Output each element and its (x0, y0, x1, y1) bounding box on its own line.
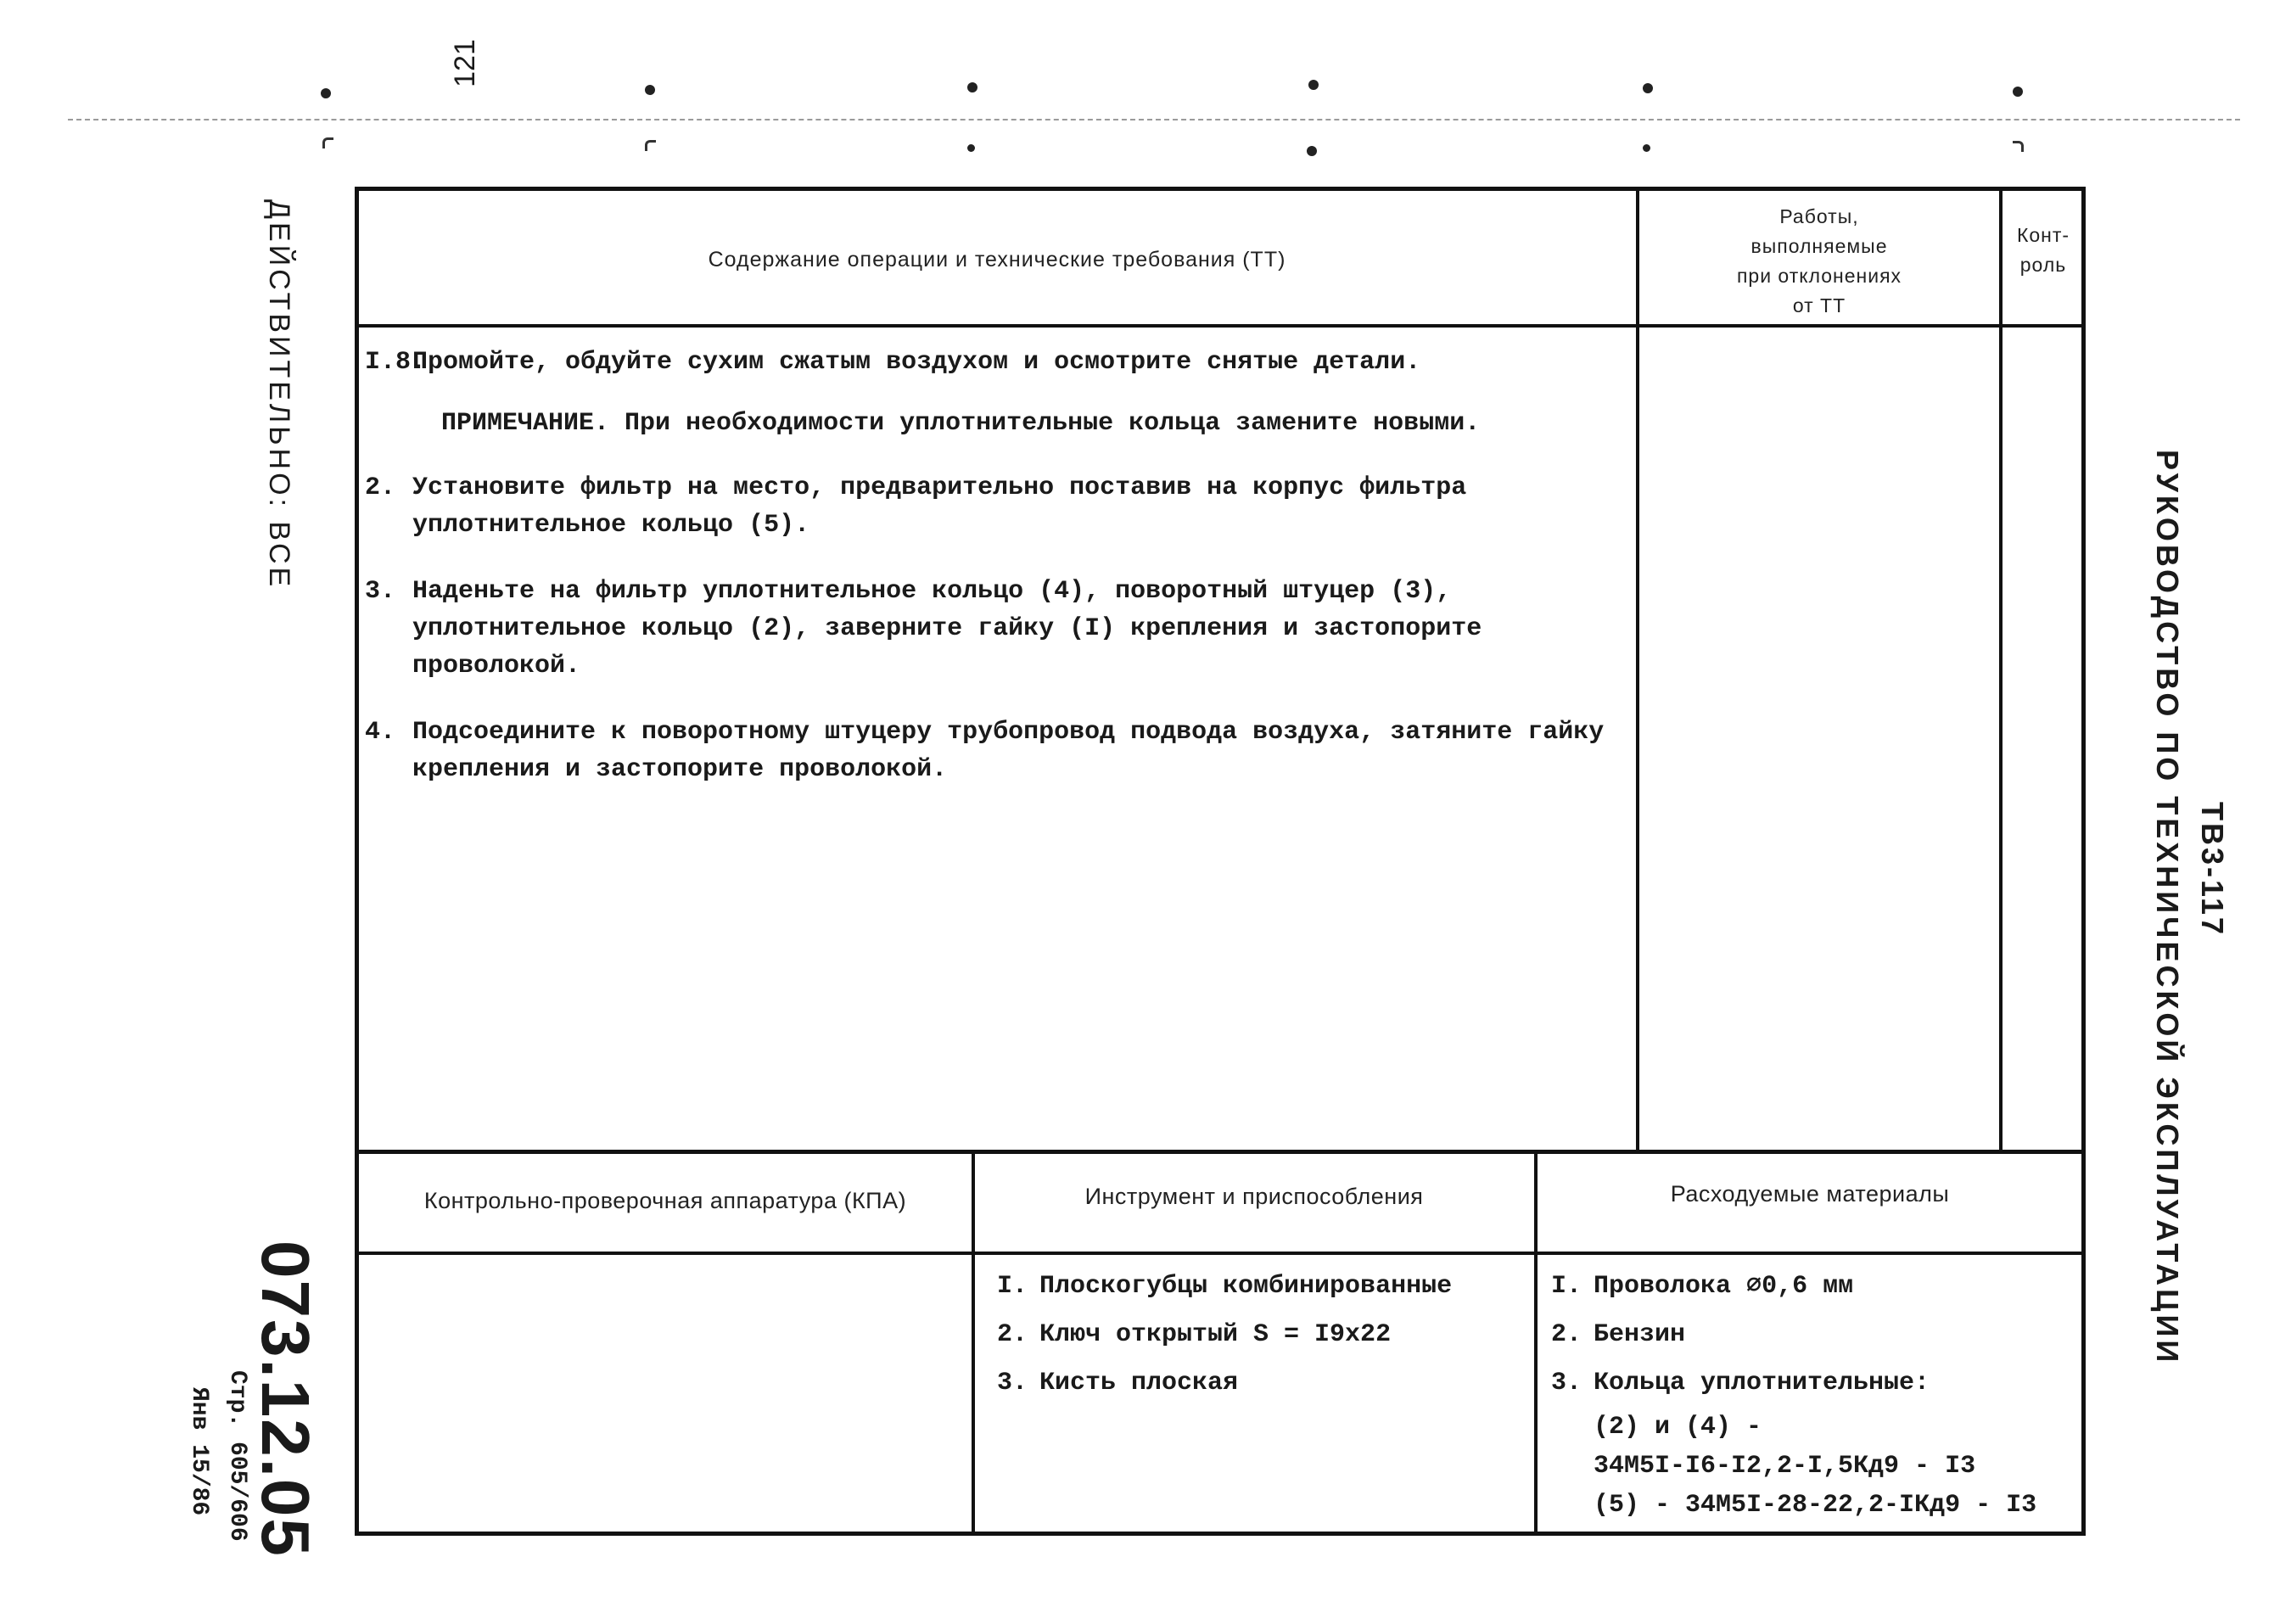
deviation-column-header (1642, 202, 1997, 321)
step-item (365, 573, 1621, 685)
step-item (365, 344, 1621, 381)
step-text: Подсоедините к поворотному штуцеру трубопровод подвода воздуха, затяните гайку крепления и застопорите проволокой. (412, 718, 1605, 784)
tools-list (997, 1263, 1523, 1408)
engine-model: ТВ3-117 (2195, 802, 2230, 938)
header-divider (355, 324, 2086, 328)
revision-date: Янв 15/86 (186, 1387, 212, 1516)
column-divider (1999, 187, 2003, 1152)
item-text: Кольца уплотнительные: (1594, 1369, 1930, 1397)
materials-sub-line: (2) и (4) - (1594, 1413, 1762, 1442)
tools-header: Инструмент и приспособления (1084, 1184, 1424, 1209)
header-line: выполняемые (1750, 235, 1888, 257)
binder-hole-mark (2013, 141, 2024, 152)
list-item (997, 1263, 1523, 1311)
binder-hole-mark (645, 140, 656, 151)
materials-sub-line: (5) - 34М5I-28-22,2-IКд9 - I3 (1594, 1491, 2037, 1520)
item-text: Бензин (1594, 1320, 1686, 1349)
validity-label: ДЕЙСТВИТЕЛЬНО: ВСЕ (263, 199, 295, 591)
binder-hole-dot (967, 82, 977, 92)
binder-hole-dot (321, 88, 331, 98)
binder-hole-dot (1308, 80, 1319, 90)
column-divider (1534, 1150, 1538, 1536)
step-number: 2. (365, 473, 396, 502)
materials-list (1551, 1263, 2077, 1525)
section-divider (355, 1150, 2086, 1154)
item-number: 3. (997, 1369, 1028, 1397)
binder-hole-mark (967, 144, 975, 152)
list-item (997, 1311, 1523, 1359)
step-text: Промойте, обдуйте сухим сжатым воздухом и осмотрите снятые детали. (412, 348, 1421, 377)
item-number: I. (997, 1272, 1028, 1301)
item-number: 2. (997, 1320, 1028, 1349)
materials-header: Расходуемые материалы (1670, 1181, 1950, 1207)
page-number: Стр. 605/606 (224, 1370, 250, 1542)
document-number: 073.12.05 (248, 1240, 323, 1558)
operation-column-header: Содержание операции и технические требования (ТТ) (708, 248, 1286, 272)
header-line: Конт- (2016, 224, 2070, 246)
binder-hole-mark (1307, 146, 1317, 156)
page-mark: 121 (448, 39, 481, 87)
step-number: 3. (365, 577, 396, 606)
list-item (1551, 1263, 2077, 1311)
header-line: при отклонениях (1736, 265, 1902, 287)
manual-title: РУКОВОДСТВО ПО ТЕХНИЧЕСКОЙ ЭКСПЛУАТАЦИИ (2150, 450, 2185, 1366)
step-text: Наденьте на фильтр уплотнительное кольцо (4), поворотный штуцер (3), уплотнительное кольцо (2), заверните гайку (I) крепления и застопорите проволокой. (412, 577, 1482, 680)
list-item (997, 1359, 1523, 1408)
step-number: I.8. (365, 348, 427, 377)
item-text: Проволока ∅0,6 мм (1594, 1272, 1854, 1301)
binder-hole-mark (322, 137, 333, 148)
header-line: от ТТ (1792, 294, 1846, 316)
control-column-header (2004, 221, 2082, 280)
step-text: Установите фильтр на место, предварительно поставив на корпус фильтра уплотнительное кольцо (5). (412, 473, 1467, 540)
bottom-header-divider (355, 1252, 2086, 1255)
item-number: 3. (1551, 1369, 1582, 1397)
header-line: роль (2019, 254, 2067, 276)
materials-sub-line: 34М5I-I6-I2,2-I,5Кд9 - I3 (1594, 1452, 1976, 1481)
top-dashed-rule (68, 119, 2240, 120)
item-number: 2. (1551, 1320, 1582, 1349)
list-item (1551, 1359, 2077, 1408)
item-number: I. (1551, 1272, 1582, 1301)
binder-hole-mark (1643, 144, 1650, 152)
step-note: ПРИМЕЧАНИЕ. При необходимости уплотнительные кольца замените новыми. (441, 409, 1481, 438)
item-text: Кисть плоская (1039, 1369, 1239, 1397)
list-item (1551, 1311, 2077, 1359)
step-item (365, 469, 1621, 544)
column-divider (972, 1150, 975, 1536)
binder-hole-dot (2013, 87, 2023, 97)
item-text: Плоскогубцы комбинированные (1039, 1272, 1453, 1301)
step-number: 4. (365, 718, 396, 747)
binder-hole-dot (645, 85, 655, 95)
header-line: Работы, (1779, 205, 1859, 227)
item-text: Ключ открытый S = I9x22 (1039, 1320, 1392, 1349)
kpa-header: Контрольно-проверочная аппаратура (КПА) (423, 1188, 907, 1213)
binder-hole-dot (1643, 83, 1653, 93)
step-item (365, 714, 1621, 788)
procedure-steps (365, 344, 1621, 817)
column-divider (1636, 187, 1639, 1152)
